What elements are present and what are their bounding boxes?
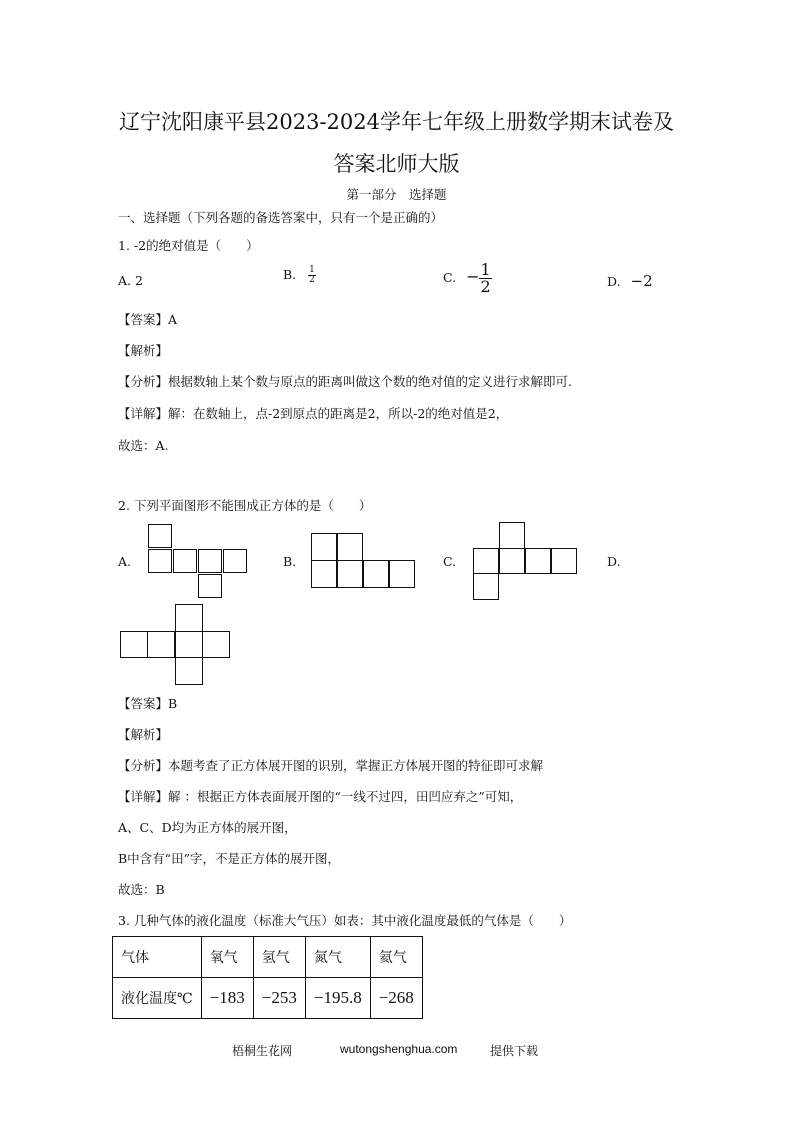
fraction: $\frac{1}{2}$ bbox=[309, 265, 315, 285]
q1-stem: 1. -2的绝对值是（ ） bbox=[118, 238, 259, 253]
q1-xiangjie: 【详解】解：在数轴上，点-2到原点的距离是2，所以-2的绝对值是2， bbox=[118, 406, 509, 421]
q3-stem: 3. 几种气体的液化温度（标准大气压）如表：其中液化温度最低的气体是（ ） bbox=[118, 913, 572, 928]
q2-line2: B中含有“田”字，不是正方体的展开图， bbox=[118, 851, 340, 866]
footer-site-name: 梧桐生花网 bbox=[232, 1044, 293, 1058]
q2-label-d: D. bbox=[607, 554, 621, 569]
doc-title-line2: 答案北师大版 bbox=[333, 152, 460, 176]
q2-stem: 2. 下列平面图形不能围成正方体的是（ ） bbox=[118, 498, 372, 513]
fraction: $\frac{1}{2}$ bbox=[480, 260, 491, 296]
q1-option-c: C. − $\frac{1}{2}$ bbox=[443, 260, 491, 296]
q1-option-b: B. $\frac{1}{2}$ bbox=[283, 265, 315, 285]
q2-xiangjie: 【详解】解 ：根据正方体表面展开图的“一线不过四，田凹应弃之”可知， bbox=[118, 789, 523, 804]
q1-guxuan: 故选：A. bbox=[118, 438, 169, 453]
q2-guxuan: 故选：B bbox=[118, 882, 165, 897]
footer-note: 提供下载 bbox=[490, 1044, 539, 1058]
q2-jiexi: 【解析】 bbox=[118, 727, 169, 742]
footer-url[interactable]: wutongshenghua.com bbox=[340, 1042, 458, 1056]
q2-line1: A、C、D均为正方体的展开图， bbox=[118, 820, 297, 835]
q1-answer: 【答案】A bbox=[118, 312, 178, 327]
q2-answer: 【答案】B bbox=[118, 696, 178, 711]
q1-jiexi: 【解析】 bbox=[118, 343, 169, 358]
q2-label-c: C. bbox=[443, 554, 457, 569]
table-row: 气体 氧气 氢气 氮气 氦气 bbox=[113, 937, 423, 978]
gas-table bbox=[112, 936, 423, 1019]
section-heading: 一、选择题（下列各题的备选答案中，只有一个是正确的） bbox=[118, 210, 444, 225]
q1-option-a: A. 2 bbox=[118, 273, 143, 288]
part-heading: 第一部分 选择题 bbox=[346, 187, 447, 202]
q1-fenxi: 【分析】根据数轴上某个数与原点的距离叫做这个数的绝对值的定义进行求解即可. bbox=[118, 374, 572, 389]
doc-title-line1: 辽宁沈阳康平县2023-2024学年七年级上册数学期末试卷及 bbox=[119, 110, 674, 134]
q2-fenxi: 【分析】本题考查了正方体展开图的识别，掌握正方体展开图的特征即可求解 bbox=[118, 758, 544, 773]
table-row: 液化温度℃ −183 −253 −195.8 −268 bbox=[113, 978, 423, 1019]
q2-label-a: A. bbox=[118, 554, 132, 569]
q2-label-b: B. bbox=[283, 554, 297, 569]
q1-option-d: D. −2 bbox=[607, 272, 653, 290]
